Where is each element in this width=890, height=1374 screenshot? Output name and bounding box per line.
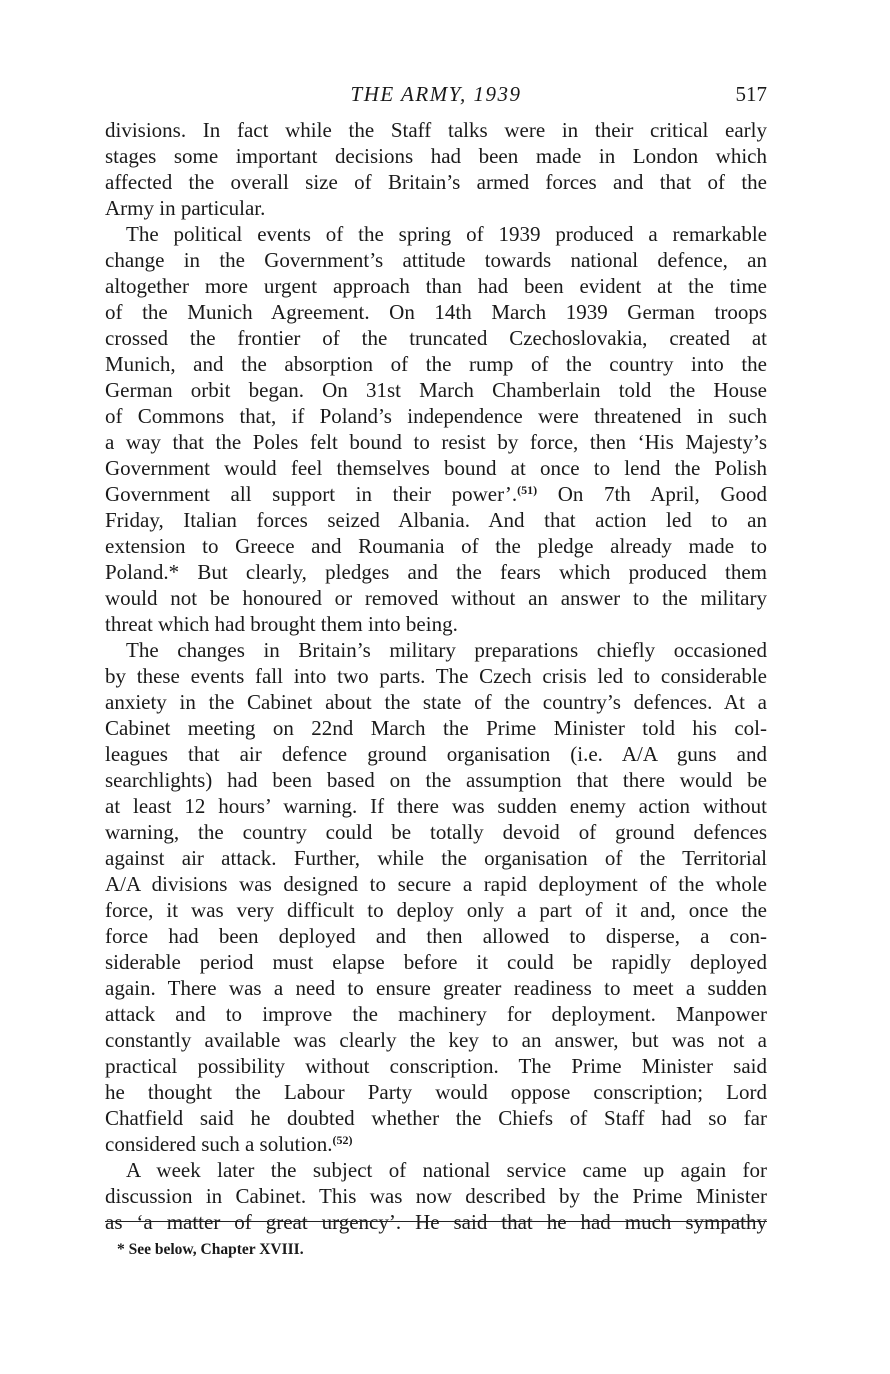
text-line: change in the Government’s attitude towards national defence, an (105, 248, 767, 272)
text-line: at least 12 hours’ warning. If there was sudden enemy action without (105, 794, 767, 818)
text-line: against air attack. Further, while the organisation of the Territorial (105, 846, 767, 870)
text-line: as ‘a matter of great urgency’. He said that he had much sympathy (105, 1210, 767, 1234)
text-line: considered such a solution.$^{(52)}$ (105, 1132, 353, 1156)
text-line: siderable period must elapse before it could be rapidly deployed (105, 950, 767, 974)
text-line: The political events of the spring of 1939 produced a remarkable (126, 222, 767, 246)
text-line: by these events fall into two parts. The Czech crisis led to considerable (105, 664, 767, 688)
text-line: he thought the Labour Party would oppose conscription; Lord (105, 1080, 767, 1104)
text-line: altogether more urgent approach than had been evident at the time (105, 274, 767, 298)
text-line: Government would feel themselves bound at once to lend the Polish (105, 456, 767, 480)
text-line: A/A divisions was designed to secure a rapid deployment of the whole (105, 872, 767, 896)
paragraph (105, 221, 767, 637)
text-line: divisions. In fact while the Staff talks were in their critical early (105, 118, 767, 142)
text-line: extension to Greece and Roumania of the pledge already made to (105, 534, 767, 558)
text-line: Munich, and the absorption of the rump of the country into the (105, 352, 767, 376)
text-line: Poland.* But clearly, pledges and the fears which produced them (105, 560, 767, 584)
text-line: constantly available was clearly the key to an answer, but was not a (105, 1028, 767, 1052)
text-line: Friday, Italian forces seized Albania. And that action led to an (105, 508, 767, 532)
text-line: again. There was a need to ensure greater readiness to meet a sudden (105, 976, 767, 1000)
text-line: warning, the country could be totally devoid of ground defences (105, 820, 767, 844)
paragraph (105, 117, 767, 221)
text-line: would not be honoured or removed without an answer to the military (105, 586, 767, 610)
text-line: practical possibility without conscription. The Prime Minister said (105, 1054, 767, 1078)
paragraph (105, 1157, 767, 1235)
text-line: of Commons that, if Poland’s independence were threatened in such (105, 404, 767, 428)
footnote-reference: (52) (332, 1133, 353, 1147)
text-line: Cabinet meeting on 22nd March the Prime Minister told his col- (105, 716, 767, 740)
text-line: discussion in Cabinet. This was now described by the Prime Minister (105, 1184, 767, 1208)
running-header (105, 82, 767, 112)
text-line: a way that the Poles felt bound to resist by force, then ‘His Majesty’s (105, 430, 767, 454)
footnote-divider (105, 1221, 767, 1222)
paragraph (105, 637, 767, 1157)
text-line: force, it was very difficult to deploy only a part of it and, once the (105, 898, 767, 922)
text-line: Army in particular. (105, 196, 266, 220)
page-number: 517 (735, 82, 767, 106)
text-line: German orbit began. On 31st March Chamberlain told the House (105, 378, 767, 402)
footnote: * See below, Chapter XVIII. (117, 1241, 304, 1258)
text-line: affected the overall size of Britain’s armed forces and that of the (105, 170, 767, 194)
text-line: The changes in Britain’s military preparations chiefly occasioned (126, 638, 767, 662)
body-text (105, 117, 767, 1235)
text-line: Chatfield said he doubted whether the Chiefs of Staff had so far (105, 1106, 767, 1130)
text-line: leagues that air defence ground organisation (i.e. A/A guns and (105, 742, 767, 766)
text-line: A week later the subject of national service came up again for (126, 1158, 767, 1182)
text-line: stages some important decisions had been made in London which (105, 144, 767, 168)
running-title: THE ARMY, 1939 (350, 82, 522, 106)
text-line: anxiety in the Cabinet about the state of the country’s defences. At a (105, 690, 767, 714)
text-line: of the Munich Agreement. On 14th March 1939 German troops (105, 300, 767, 324)
footnote-reference: (51) (517, 483, 538, 497)
text-line: force had been deployed and then allowed to disperse, a con- (105, 924, 767, 948)
text-line: crossed the frontier of the truncated Czechoslovakia, created at (105, 326, 767, 350)
text-line: searchlights) had been based on the assumption that there would be (105, 768, 767, 792)
text-line: threat which had brought them into being. (105, 612, 458, 636)
text-line: attack and to improve the machinery for deployment. Manpower (105, 1002, 767, 1026)
text-line: Government all support in their power’.$^{(51)}$ On 7th April, Good (105, 482, 768, 506)
